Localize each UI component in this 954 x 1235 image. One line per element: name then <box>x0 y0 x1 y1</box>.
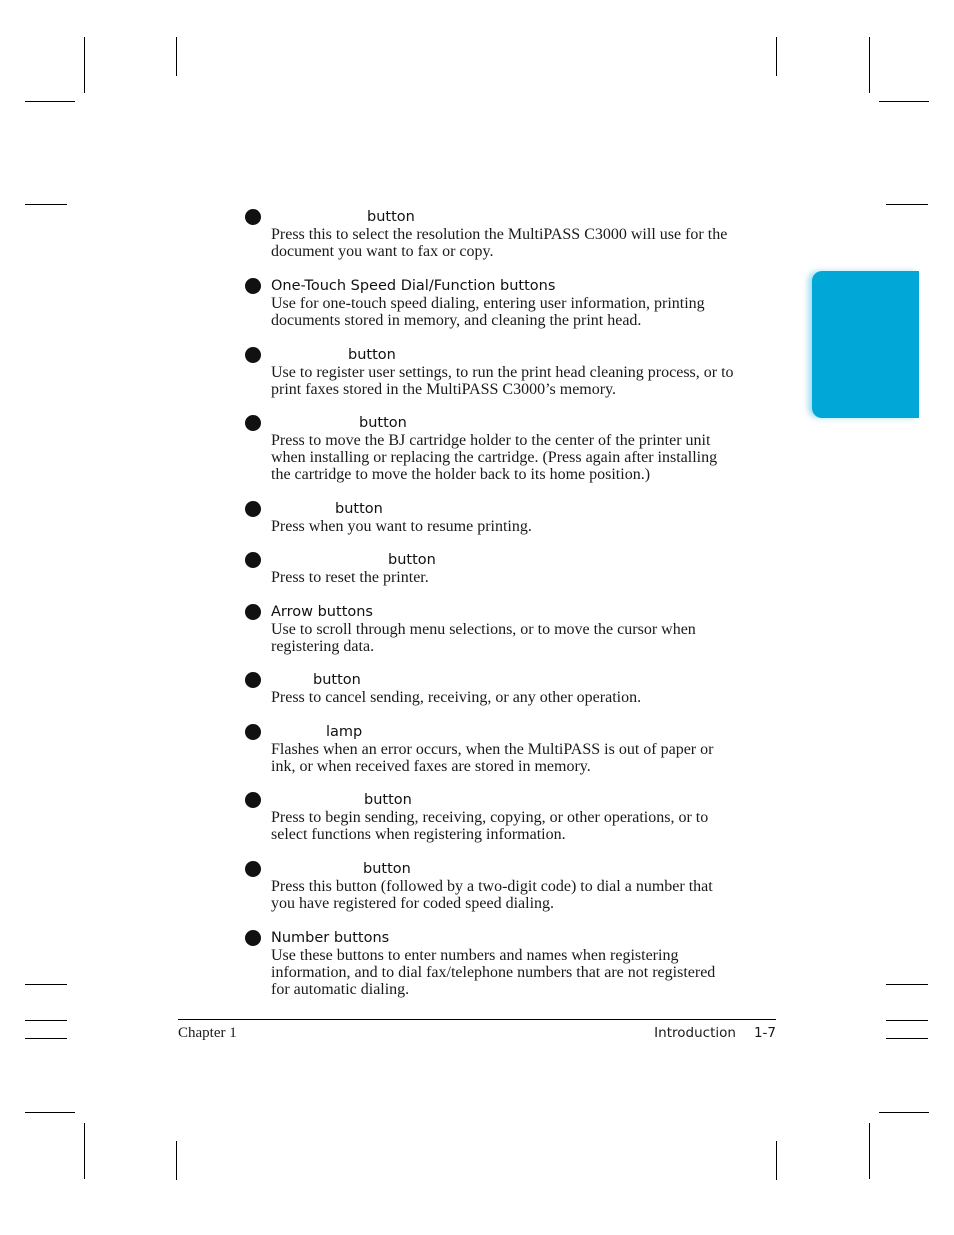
item-heading <box>271 500 785 518</box>
item-description <box>271 878 785 912</box>
item-description <box>271 569 785 586</box>
item-heading <box>271 603 785 621</box>
item-heading-label: button <box>363 861 411 877</box>
crop-mark <box>869 37 870 93</box>
list-item <box>245 208 785 260</box>
crop-mark <box>869 1123 870 1179</box>
item-heading-label: button <box>364 792 412 808</box>
description-line: print faxes stored in the MultiPASS C3000’s memory. <box>271 381 617 398</box>
footer-section <box>654 1025 776 1041</box>
description-line: Press when you want to resume printing. <box>271 518 532 535</box>
crop-mark <box>886 984 928 985</box>
item-heading <box>271 723 785 741</box>
description-line: ink, or when received faxes are stored in memory. <box>271 758 591 775</box>
list-item <box>245 346 785 398</box>
description-line: Use these buttons to enter numbers and names when registering <box>271 947 679 964</box>
item-description <box>271 518 785 535</box>
crop-mark <box>886 204 928 205</box>
crop-mark <box>886 1020 928 1021</box>
bullet-icon <box>245 672 261 688</box>
description-line: information, and to dial fax/telephone numbers that are not registered <box>271 964 716 981</box>
item-heading <box>271 929 785 947</box>
chapter-tab-marker <box>812 271 919 418</box>
description-line: Press this button (followed by a two-digit code) to dial a number that <box>271 878 713 895</box>
crop-mark <box>776 37 777 76</box>
bullet-icon <box>245 792 261 808</box>
bullet-icon <box>245 209 261 225</box>
crop-mark <box>25 984 67 985</box>
description-line: Flashes when an error occurs, when the MultiPASS is out of paper or <box>271 741 714 758</box>
list-item <box>245 671 785 706</box>
item-heading-label: One-Touch Speed Dial/Function buttons <box>271 278 556 294</box>
crop-mark <box>886 1038 928 1039</box>
bullet-icon <box>245 604 261 620</box>
item-heading <box>271 208 785 226</box>
list-item <box>245 723 785 775</box>
bullet-icon <box>245 347 261 363</box>
bullet-icon <box>245 930 261 946</box>
item-heading-label: button <box>359 415 407 431</box>
footer-section-title: Introduction <box>654 1025 736 1041</box>
item-heading <box>271 860 785 878</box>
crop-mark <box>879 1112 929 1113</box>
item-heading <box>271 414 785 432</box>
item-description <box>271 741 785 775</box>
item-heading <box>271 277 785 295</box>
list-item <box>245 603 785 655</box>
description-line: Press to cancel sending, receiving, or any other operation. <box>271 689 642 706</box>
description-line: Press to begin sending, receiving, copying, or other operations, or to <box>271 809 709 826</box>
description-line: you have registered for coded speed dialing. <box>271 895 555 912</box>
description-line: when installing or replacing the cartridge. (Press again after installing <box>271 449 718 466</box>
list-item <box>245 860 785 912</box>
crop-mark <box>25 1112 75 1113</box>
description-line: for automatic dialing. <box>271 981 410 998</box>
crop-mark <box>176 37 177 76</box>
crop-mark <box>25 1020 67 1021</box>
bullet-icon <box>245 861 261 877</box>
item-heading-label: button <box>335 501 383 517</box>
list-item <box>245 500 785 535</box>
item-heading-label: Number buttons <box>271 930 390 946</box>
item-description <box>271 432 785 483</box>
item-heading-label: button <box>388 552 436 568</box>
list-item <box>245 277 785 329</box>
crop-mark <box>25 1038 67 1039</box>
description-line: document you want to fax or copy. <box>271 243 494 260</box>
page-number: 1-7 <box>753 1025 776 1041</box>
item-description <box>271 364 785 398</box>
list-item <box>245 929 785 998</box>
description-line: Press to reset the printer. <box>271 569 429 586</box>
list-item <box>245 791 785 843</box>
item-description <box>271 809 785 843</box>
bullet-icon <box>245 724 261 740</box>
description-line: the cartridge to move the holder back to its home position.) <box>271 466 651 483</box>
item-description <box>271 947 785 998</box>
item-description <box>271 689 785 706</box>
description-line: select functions when registering information. <box>271 826 566 843</box>
footer-rule <box>178 1019 776 1020</box>
description-line: registering data. <box>271 638 375 655</box>
item-description <box>271 226 785 260</box>
item-description <box>271 295 785 329</box>
crop-mark <box>84 37 85 93</box>
bullet-icon <box>245 552 261 568</box>
item-heading-label: lamp <box>326 724 363 740</box>
item-heading <box>271 551 785 569</box>
item-heading <box>271 346 785 364</box>
crop-mark <box>879 101 929 102</box>
description-line: Press this to select the resolution the MultiPASS C3000 will use for the <box>271 226 728 243</box>
description-line: documents stored in memory, and cleaning the print head. <box>271 312 642 329</box>
item-heading-label: button <box>348 347 396 363</box>
crop-mark <box>176 1141 177 1180</box>
description-line: Use to register user settings, to run the print head cleaning process, or to <box>271 364 734 381</box>
item-heading <box>271 671 785 689</box>
description-line: Use for one-touch speed dialing, entering user information, printing <box>271 295 705 312</box>
bullet-icon <box>245 278 261 294</box>
item-heading-label: Arrow buttons <box>271 604 373 620</box>
crop-mark <box>84 1123 85 1179</box>
list-item <box>245 414 785 483</box>
bullet-icon <box>245 501 261 517</box>
bullet-icon <box>245 415 261 431</box>
item-heading-label: button <box>313 672 361 688</box>
crop-mark <box>25 204 67 205</box>
item-heading-label: button <box>367 209 415 225</box>
description-line: Press to move the BJ cartridge holder to the center of the printer unit <box>271 432 711 449</box>
item-heading <box>271 791 785 809</box>
crop-mark <box>25 101 75 102</box>
item-description <box>271 621 785 655</box>
crop-mark <box>776 1141 777 1180</box>
description-line: Use to scroll through menu selections, or to move the cursor when <box>271 621 696 638</box>
list-item <box>245 551 785 586</box>
footer-chapter: Chapter 1 <box>178 1025 237 1041</box>
